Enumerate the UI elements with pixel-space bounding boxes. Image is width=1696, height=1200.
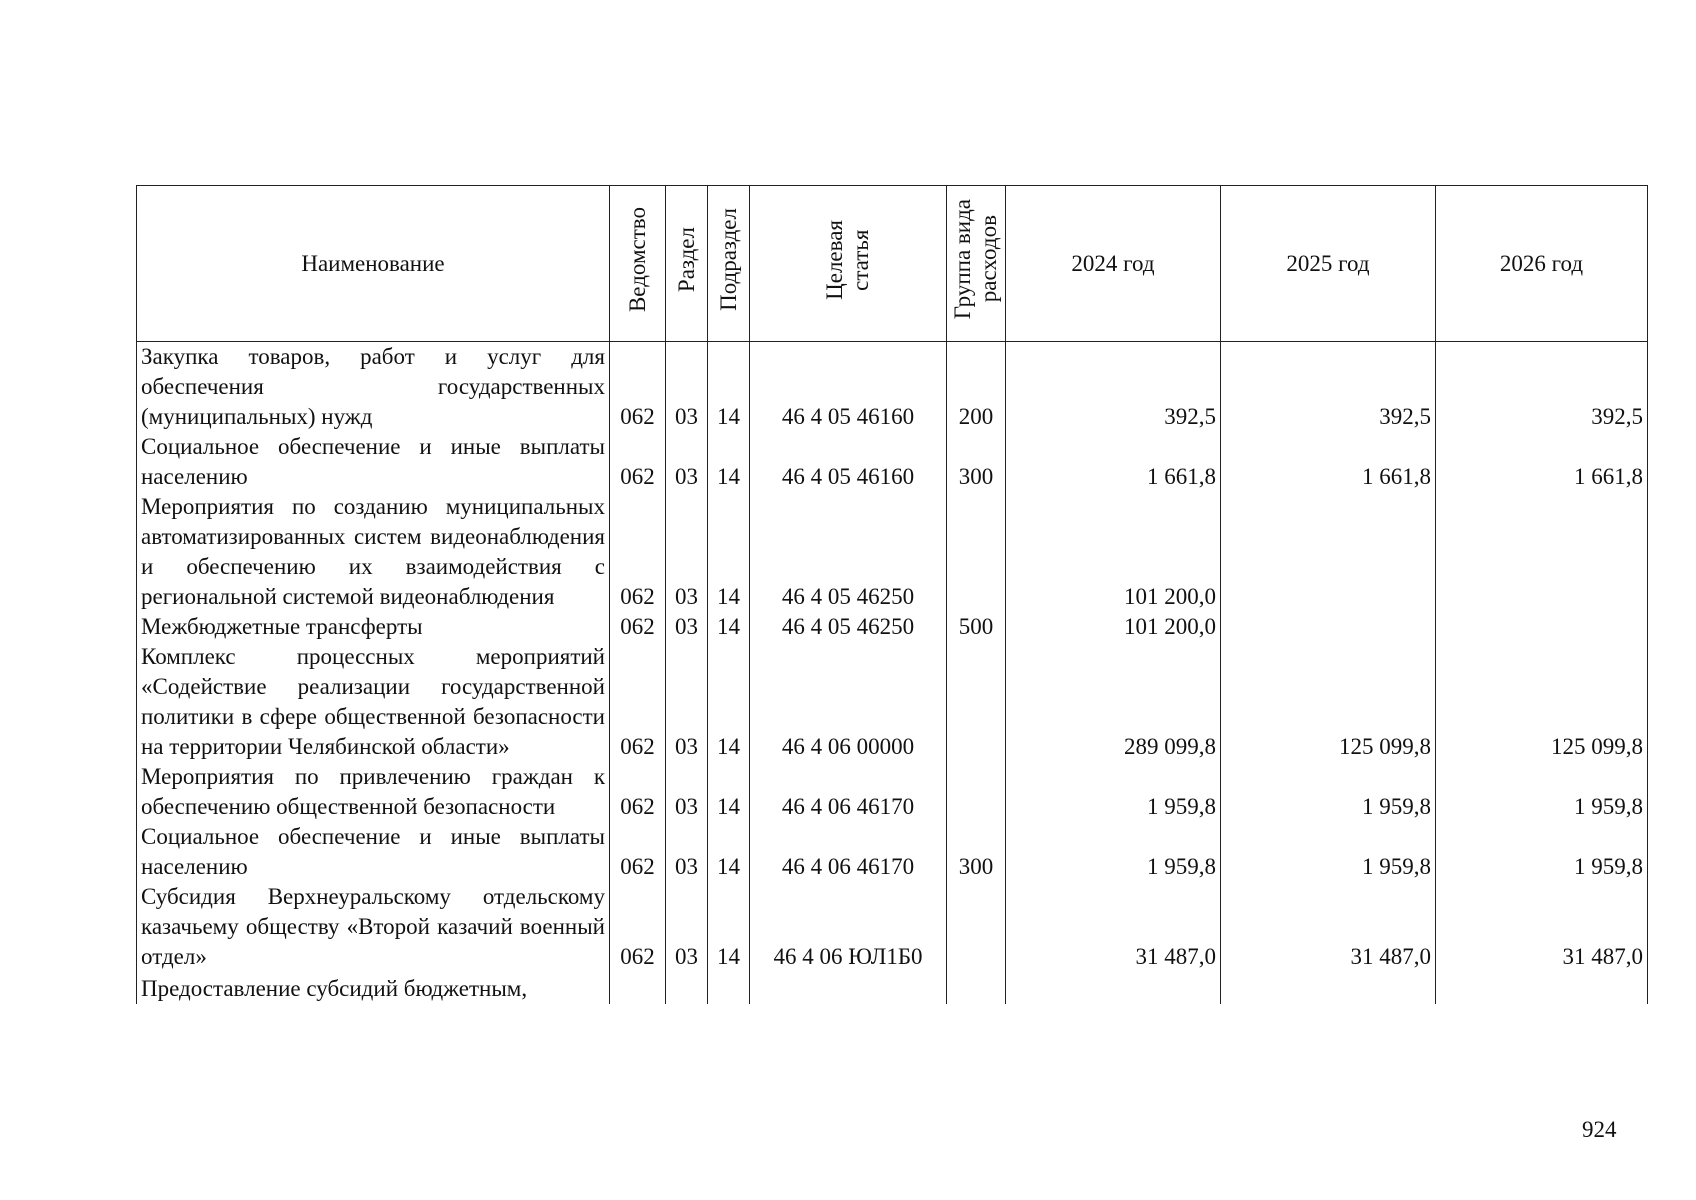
table-row [137, 762, 1648, 822]
header-year-2026: 2026 год [1436, 186, 1648, 342]
cell-name: Мероприятия по созданию муниципальных автоматизированных систем видеонаблюдения и обеспечению их взаимодействия с региональной системой видеонаблюдения [137, 492, 610, 612]
header-name: Наименование [137, 186, 610, 342]
cell-gruppa-vida-rashodov: 300 [947, 822, 1006, 882]
cell-gruppa-vida-rashodov [947, 642, 1006, 762]
cell-year-2025 [1221, 612, 1436, 642]
cell-razdel: 03 [666, 432, 708, 492]
header-year-2025: 2025 год [1221, 186, 1436, 342]
cell-podrazdel: 14 [708, 492, 750, 612]
cell-tselevaya-statya: 46 4 06 ЮЛ1Б0 [750, 882, 947, 972]
cell-razdel [666, 972, 708, 1004]
table-header-row [137, 186, 1648, 342]
cell-gruppa-vida-rashodov: 200 [947, 342, 1006, 433]
cell-podrazdel: 14 [708, 882, 750, 972]
cell-tselevaya-statya [750, 972, 947, 1004]
cell-tselevaya-statya: 46 4 05 46250 [750, 612, 947, 642]
header-tselevaya-statya: Целевая статья [750, 186, 947, 342]
cell-gruppa-vida-rashodov [947, 762, 1006, 822]
cell-year-2024: 101 200,0 [1006, 492, 1221, 612]
cell-year-2024 [1006, 972, 1221, 1004]
cell-year-2025 [1221, 972, 1436, 1004]
cell-name: Субсидия Верхнеуральскому отдельскому казачьему обществу «Второй казачий военный отдел» [137, 882, 610, 972]
cell-name: Социальное обеспечение и иные выплаты населению [137, 822, 610, 882]
cell-podrazdel: 14 [708, 342, 750, 433]
cell-vedomstvo: 062 [610, 882, 666, 972]
cell-vedomstvo: 062 [610, 642, 666, 762]
cell-razdel: 03 [666, 492, 708, 612]
cell-year-2025: 1 661,8 [1221, 432, 1436, 492]
cell-razdel: 03 [666, 642, 708, 762]
cell-year-2025: 392,5 [1221, 342, 1436, 433]
table-row [137, 342, 1648, 433]
budget-table [136, 185, 1648, 1004]
cell-razdel: 03 [666, 882, 708, 972]
cell-year-2024: 1 959,8 [1006, 822, 1221, 882]
cell-name: Закупка товаров, работ и услуг для обеспечения государственных (муниципальных) нужд [137, 342, 610, 433]
cell-year-2026: 1 959,8 [1436, 762, 1648, 822]
cell-year-2024: 289 099,8 [1006, 642, 1221, 762]
cell-vedomstvo: 062 [610, 432, 666, 492]
cell-year-2026: 392,5 [1436, 342, 1648, 433]
cell-podrazdel: 14 [708, 612, 750, 642]
table-row [137, 972, 1648, 1004]
cell-gruppa-vida-rashodov: 300 [947, 432, 1006, 492]
cell-year-2026: 1 959,8 [1436, 822, 1648, 882]
cell-podrazdel [708, 972, 750, 1004]
table-row [137, 822, 1648, 882]
cell-podrazdel: 14 [708, 822, 750, 882]
cell-gruppa-vida-rashodov [947, 972, 1006, 1004]
page-number: 924 [1582, 1117, 1617, 1142]
cell-year-2025: 1 959,8 [1221, 822, 1436, 882]
cell-vedomstvo: 062 [610, 762, 666, 822]
cell-year-2026: 125 099,8 [1436, 642, 1648, 762]
cell-year-2025: 31 487,0 [1221, 882, 1436, 972]
cell-name: Предоставление субсидий бюджетным, [137, 972, 610, 1004]
cell-vedomstvo: 062 [610, 342, 666, 433]
cell-year-2026: 1 661,8 [1436, 432, 1648, 492]
header-year-2024: 2024 год [1006, 186, 1221, 342]
table-row [137, 612, 1648, 642]
header-gruppa-vida-rashodov: Группа вида расходов [947, 186, 1006, 342]
cell-vedomstvo: 062 [610, 612, 666, 642]
cell-tselevaya-statya: 46 4 06 46170 [750, 762, 947, 822]
header-vedomstvo: Ведомство [610, 186, 666, 342]
cell-vedomstvo [610, 972, 666, 1004]
table-body [137, 342, 1648, 1005]
cell-year-2024: 31 487,0 [1006, 882, 1221, 972]
table-row [137, 432, 1648, 492]
cell-razdel: 03 [666, 822, 708, 882]
cell-gruppa-vida-rashodov: 500 [947, 612, 1006, 642]
cell-year-2025: 1 959,8 [1221, 762, 1436, 822]
cell-razdel: 03 [666, 762, 708, 822]
cell-year-2024: 1 661,8 [1006, 432, 1221, 492]
cell-year-2025 [1221, 492, 1436, 612]
cell-razdel: 03 [666, 342, 708, 433]
cell-tselevaya-statya: 46 4 05 46160 [750, 432, 947, 492]
cell-year-2026 [1436, 612, 1648, 642]
cell-year-2024: 1 959,8 [1006, 762, 1221, 822]
cell-gruppa-vida-rashodov [947, 492, 1006, 612]
table-row [137, 642, 1648, 762]
cell-year-2026 [1436, 492, 1648, 612]
cell-year-2024: 101 200,0 [1006, 612, 1221, 642]
cell-tselevaya-statya: 46 4 06 46170 [750, 822, 947, 882]
cell-razdel: 03 [666, 612, 708, 642]
header-podrazdel: Подраздел [708, 186, 750, 342]
table-row [137, 492, 1648, 612]
cell-year-2026: 31 487,0 [1436, 882, 1648, 972]
cell-gruppa-vida-rashodov [947, 882, 1006, 972]
cell-podrazdel: 14 [708, 762, 750, 822]
cell-year-2024: 392,5 [1006, 342, 1221, 433]
cell-podrazdel: 14 [708, 642, 750, 762]
cell-tselevaya-statya: 46 4 05 46160 [750, 342, 947, 433]
cell-year-2025: 125 099,8 [1221, 642, 1436, 762]
cell-name: Мероприятия по привлечению граждан к обеспечению общественной безопасности [137, 762, 610, 822]
cell-tselevaya-statya: 46 4 05 46250 [750, 492, 947, 612]
cell-name: Межбюджетные трансферты [137, 612, 610, 642]
cell-tselevaya-statya: 46 4 06 00000 [750, 642, 947, 762]
header-razdel: Раздел [666, 186, 708, 342]
table-row [137, 882, 1648, 972]
cell-year-2026 [1436, 972, 1648, 1004]
cell-podrazdel: 14 [708, 432, 750, 492]
cell-vedomstvo: 062 [610, 492, 666, 612]
cell-vedomstvo: 062 [610, 822, 666, 882]
cell-name: Комплекс процессных мероприятий «Содействие реализации государственной политики в сфере общественной безопасности на территории Челябинской области» [137, 642, 610, 762]
cell-name: Социальное обеспечение и иные выплаты населению [137, 432, 610, 492]
